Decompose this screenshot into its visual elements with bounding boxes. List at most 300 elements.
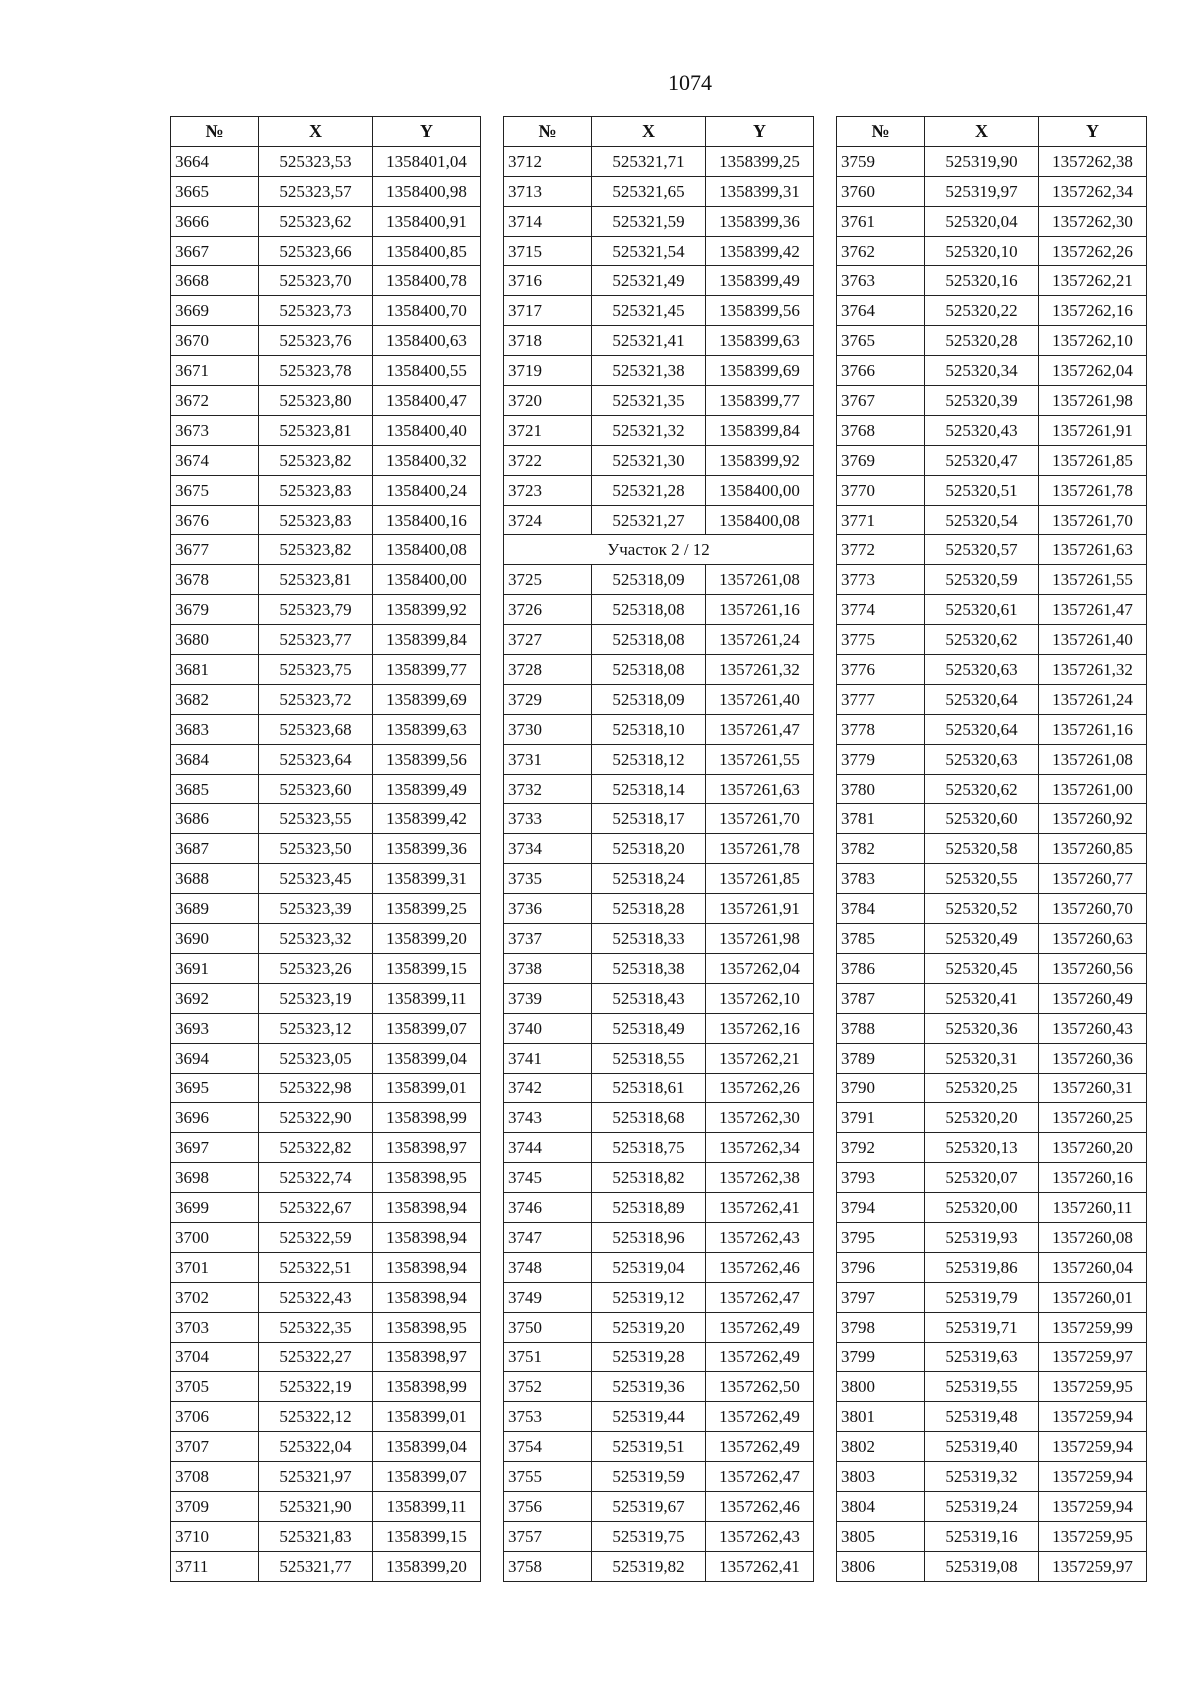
x-coordinate-cell: 525322,12 — [259, 1402, 373, 1432]
x-coordinate-cell: 525323,26 — [259, 953, 373, 983]
x-coordinate-cell: 525319,82 — [592, 1551, 706, 1581]
x-coordinate-cell: 525322,74 — [259, 1163, 373, 1193]
point-number-cell: 3670 — [171, 326, 259, 356]
point-number-cell: 3712 — [504, 146, 592, 176]
x-coordinate-cell: 525319,90 — [925, 146, 1039, 176]
y-coordinate-cell: 1358399,01 — [373, 1073, 481, 1103]
y-coordinate-cell: 1357262,30 — [706, 1103, 814, 1133]
y-coordinate-cell: 1357260,56 — [1039, 953, 1147, 983]
point-number-cell: 3673 — [171, 415, 259, 445]
table-row — [504, 924, 814, 954]
x-coordinate-cell: 525319,71 — [925, 1312, 1039, 1342]
point-number-cell: 3723 — [504, 475, 592, 505]
y-coordinate-cell: 1358399,07 — [373, 1462, 481, 1492]
point-number-cell: 3802 — [837, 1432, 925, 1462]
table-row — [837, 655, 1147, 685]
point-number-cell: 3758 — [504, 1551, 592, 1581]
table-row — [837, 1133, 1147, 1163]
point-number-cell: 3703 — [171, 1312, 259, 1342]
y-coordinate-cell: 1358400,70 — [373, 296, 481, 326]
y-coordinate-cell: 1357262,38 — [706, 1163, 814, 1193]
point-number-cell: 3761 — [837, 206, 925, 236]
x-coordinate-cell: 525321,41 — [592, 326, 706, 356]
table-row — [837, 1282, 1147, 1312]
y-coordinate-cell: 1358399,56 — [706, 296, 814, 326]
point-number-cell: 3710 — [171, 1521, 259, 1551]
point-number-cell: 3706 — [171, 1402, 259, 1432]
table-row — [504, 1282, 814, 1312]
table-header-row — [504, 117, 814, 147]
table-row — [837, 1043, 1147, 1073]
point-number-cell: 3796 — [837, 1252, 925, 1282]
point-number-cell: 3702 — [171, 1282, 259, 1312]
point-number-cell: 3778 — [837, 714, 925, 744]
table-row — [837, 326, 1147, 356]
y-coordinate-cell: 1357261,91 — [1039, 415, 1147, 445]
point-number-cell: 3756 — [504, 1491, 592, 1521]
y-coordinate-cell: 1357261,24 — [706, 625, 814, 655]
x-coordinate-cell: 525321,97 — [259, 1462, 373, 1492]
table-row — [504, 1222, 814, 1252]
point-number-cell: 3717 — [504, 296, 592, 326]
y-coordinate-cell: 1357260,85 — [1039, 834, 1147, 864]
y-coordinate-cell: 1358399,15 — [373, 953, 481, 983]
x-coordinate-cell: 525319,86 — [925, 1252, 1039, 1282]
table-row — [837, 1073, 1147, 1103]
table-row — [171, 953, 481, 983]
y-coordinate-cell: 1357260,36 — [1039, 1043, 1147, 1073]
point-number-cell: 3674 — [171, 445, 259, 475]
table-row — [504, 266, 814, 296]
x-coordinate-cell: 525318,89 — [592, 1193, 706, 1223]
x-coordinate-cell: 525321,49 — [592, 266, 706, 296]
column-header-number: № — [837, 117, 925, 147]
y-coordinate-cell: 1357262,34 — [1039, 176, 1147, 206]
table-row — [837, 1342, 1147, 1372]
point-number-cell: 3733 — [504, 804, 592, 834]
y-coordinate-cell: 1357259,94 — [1039, 1402, 1147, 1432]
x-coordinate-cell: 525323,12 — [259, 1013, 373, 1043]
point-number-cell: 3700 — [171, 1222, 259, 1252]
y-coordinate-cell: 1357262,04 — [1039, 356, 1147, 386]
y-coordinate-cell: 1357261,24 — [1039, 684, 1147, 714]
x-coordinate-cell: 525319,20 — [592, 1312, 706, 1342]
point-number-cell: 3719 — [504, 356, 592, 386]
table-row — [171, 774, 481, 804]
y-coordinate-cell: 1358399,07 — [373, 1013, 481, 1043]
y-coordinate-cell: 1357262,04 — [706, 953, 814, 983]
table-row — [504, 475, 814, 505]
y-coordinate-cell: 1357259,94 — [1039, 1491, 1147, 1521]
column-header-x: X — [592, 117, 706, 147]
table-row — [504, 206, 814, 236]
table-row — [171, 1462, 481, 1492]
y-coordinate-cell: 1357262,10 — [706, 983, 814, 1013]
x-coordinate-cell: 525323,83 — [259, 475, 373, 505]
table-row — [171, 864, 481, 894]
point-number-cell: 3755 — [504, 1462, 592, 1492]
column-header-number: № — [171, 117, 259, 147]
table-row — [504, 655, 814, 685]
y-coordinate-cell: 1357262,50 — [706, 1372, 814, 1402]
x-coordinate-cell: 525321,45 — [592, 296, 706, 326]
x-coordinate-cell: 525323,82 — [259, 445, 373, 475]
point-number-cell: 3764 — [837, 296, 925, 326]
table-row — [837, 386, 1147, 416]
x-coordinate-cell: 525319,93 — [925, 1222, 1039, 1252]
table-row — [171, 445, 481, 475]
table-row — [504, 415, 814, 445]
y-coordinate-cell: 1358399,42 — [706, 236, 814, 266]
y-coordinate-cell: 1358399,01 — [373, 1402, 481, 1432]
x-coordinate-cell: 525320,31 — [925, 1043, 1039, 1073]
column-header-y: Y — [373, 117, 481, 147]
table-row — [837, 894, 1147, 924]
table-row — [837, 684, 1147, 714]
y-coordinate-cell: 1358401,04 — [373, 146, 481, 176]
column-header-number: № — [504, 117, 592, 147]
x-coordinate-cell: 525318,09 — [592, 565, 706, 595]
point-number-cell: 3726 — [504, 595, 592, 625]
page-number: 1074 — [668, 70, 712, 95]
x-coordinate-cell: 525319,40 — [925, 1432, 1039, 1462]
table-row — [171, 924, 481, 954]
point-number-cell: 3748 — [504, 1252, 592, 1282]
y-coordinate-cell: 1357260,63 — [1039, 924, 1147, 954]
table-row — [837, 804, 1147, 834]
table-row — [171, 1372, 481, 1402]
x-coordinate-cell: 525318,55 — [592, 1043, 706, 1073]
point-number-cell: 3800 — [837, 1372, 925, 1402]
point-number-cell: 3741 — [504, 1043, 592, 1073]
table-row — [504, 834, 814, 864]
y-coordinate-cell: 1358399,25 — [706, 146, 814, 176]
table-row — [171, 894, 481, 924]
x-coordinate-cell: 525320,20 — [925, 1103, 1039, 1133]
y-coordinate-cell: 1358400,63 — [373, 326, 481, 356]
y-coordinate-cell: 1357261,85 — [706, 864, 814, 894]
x-coordinate-cell: 525323,83 — [259, 505, 373, 535]
x-coordinate-cell: 525321,59 — [592, 206, 706, 236]
table-row — [837, 206, 1147, 236]
table-row — [837, 744, 1147, 774]
x-coordinate-cell: 525321,27 — [592, 505, 706, 535]
table-row — [837, 774, 1147, 804]
point-number-cell: 3797 — [837, 1282, 925, 1312]
y-coordinate-cell: 1358400,98 — [373, 176, 481, 206]
table-row — [837, 176, 1147, 206]
y-coordinate-cell: 1357261,08 — [1039, 744, 1147, 774]
x-coordinate-cell: 525318,12 — [592, 744, 706, 774]
y-coordinate-cell: 1358399,92 — [373, 595, 481, 625]
y-coordinate-cell: 1357260,11 — [1039, 1193, 1147, 1223]
table-row — [837, 505, 1147, 535]
y-coordinate-cell: 1357261,47 — [1039, 595, 1147, 625]
x-coordinate-cell: 525320,10 — [925, 236, 1039, 266]
y-coordinate-cell: 1357261,70 — [1039, 505, 1147, 535]
point-number-cell: 3753 — [504, 1402, 592, 1432]
table-row — [837, 1462, 1147, 1492]
y-coordinate-cell: 1357261,40 — [706, 684, 814, 714]
y-coordinate-cell: 1357260,20 — [1039, 1133, 1147, 1163]
table-row — [837, 1163, 1147, 1193]
x-coordinate-cell: 525318,33 — [592, 924, 706, 954]
x-coordinate-cell: 525318,68 — [592, 1103, 706, 1133]
point-number-cell: 3754 — [504, 1432, 592, 1462]
table-row — [171, 475, 481, 505]
y-coordinate-cell: 1358399,11 — [373, 1491, 481, 1521]
table-row — [171, 684, 481, 714]
y-coordinate-cell: 1358400,00 — [373, 565, 481, 595]
y-coordinate-cell: 1358398,94 — [373, 1193, 481, 1223]
table-header-row — [837, 117, 1147, 147]
table-row — [171, 595, 481, 625]
point-number-cell: 3793 — [837, 1163, 925, 1193]
table-row — [504, 386, 814, 416]
y-coordinate-cell: 1357262,49 — [706, 1342, 814, 1372]
table-row — [504, 1402, 814, 1432]
point-number-cell: 3750 — [504, 1312, 592, 1342]
x-coordinate-cell: 525319,04 — [592, 1252, 706, 1282]
x-coordinate-cell: 525318,96 — [592, 1222, 706, 1252]
table-row — [171, 1282, 481, 1312]
x-coordinate-cell: 525320,13 — [925, 1133, 1039, 1163]
table-row — [504, 146, 814, 176]
table-row — [504, 1312, 814, 1342]
table-row — [504, 1252, 814, 1282]
x-coordinate-cell: 525320,52 — [925, 894, 1039, 924]
point-number-cell: 3791 — [837, 1103, 925, 1133]
table-row — [171, 983, 481, 1013]
table-row — [504, 1133, 814, 1163]
table-row — [837, 1222, 1147, 1252]
table-row — [171, 415, 481, 445]
y-coordinate-cell: 1357259,94 — [1039, 1462, 1147, 1492]
point-number-cell: 3792 — [837, 1133, 925, 1163]
coordinates-table-left — [170, 116, 481, 1582]
x-coordinate-cell: 525320,61 — [925, 595, 1039, 625]
table-row — [504, 953, 814, 983]
x-coordinate-cell: 525319,51 — [592, 1432, 706, 1462]
point-number-cell: 3766 — [837, 356, 925, 386]
x-coordinate-cell: 525322,27 — [259, 1342, 373, 1372]
x-coordinate-cell: 525322,67 — [259, 1193, 373, 1223]
point-number-cell: 3734 — [504, 834, 592, 864]
y-coordinate-cell: 1358400,08 — [373, 535, 481, 565]
y-coordinate-cell: 1358398,99 — [373, 1103, 481, 1133]
table-row — [504, 595, 814, 625]
x-coordinate-cell: 525323,62 — [259, 206, 373, 236]
x-coordinate-cell: 525320,60 — [925, 804, 1039, 834]
table-row — [171, 1133, 481, 1163]
x-coordinate-cell: 525320,49 — [925, 924, 1039, 954]
x-coordinate-cell: 525319,59 — [592, 1462, 706, 1492]
point-number-cell: 3785 — [837, 924, 925, 954]
y-coordinate-cell: 1358398,97 — [373, 1133, 481, 1163]
table-row — [171, 266, 481, 296]
point-number-cell: 3731 — [504, 744, 592, 774]
table-row — [837, 415, 1147, 445]
point-number-cell: 3772 — [837, 535, 925, 565]
x-coordinate-cell: 525318,10 — [592, 714, 706, 744]
point-number-cell: 3762 — [837, 236, 925, 266]
point-number-cell: 3713 — [504, 176, 592, 206]
point-number-cell: 3752 — [504, 1372, 592, 1402]
table-row — [171, 1491, 481, 1521]
table-row — [504, 1103, 814, 1133]
x-coordinate-cell: 525319,63 — [925, 1342, 1039, 1372]
y-coordinate-cell: 1358399,69 — [706, 356, 814, 386]
table-row — [504, 445, 814, 475]
x-coordinate-cell: 525321,54 — [592, 236, 706, 266]
point-number-cell: 3787 — [837, 983, 925, 1013]
table-row — [504, 864, 814, 894]
x-coordinate-cell: 525320,64 — [925, 684, 1039, 714]
point-number-cell: 3804 — [837, 1491, 925, 1521]
point-number-cell: 3790 — [837, 1073, 925, 1103]
y-coordinate-cell: 1357262,38 — [1039, 146, 1147, 176]
x-coordinate-cell: 525320,54 — [925, 505, 1039, 535]
point-number-cell: 3675 — [171, 475, 259, 505]
x-coordinate-cell: 525318,08 — [592, 655, 706, 685]
y-coordinate-cell: 1357260,16 — [1039, 1163, 1147, 1193]
point-number-cell: 3801 — [837, 1402, 925, 1432]
point-number-cell: 3727 — [504, 625, 592, 655]
x-coordinate-cell: 525319,08 — [925, 1551, 1039, 1581]
y-coordinate-cell: 1358400,08 — [706, 505, 814, 535]
y-coordinate-cell: 1357260,77 — [1039, 864, 1147, 894]
point-number-cell: 3708 — [171, 1462, 259, 1492]
point-number-cell: 3732 — [504, 774, 592, 804]
table-row — [171, 1013, 481, 1043]
table-row — [837, 1432, 1147, 1462]
point-number-cell: 3806 — [837, 1551, 925, 1581]
table-row — [171, 1073, 481, 1103]
point-number-cell: 3794 — [837, 1193, 925, 1223]
point-number-cell: 3745 — [504, 1163, 592, 1193]
point-number-cell: 3724 — [504, 505, 592, 535]
y-coordinate-cell: 1357261,08 — [706, 565, 814, 595]
y-coordinate-cell: 1357261,78 — [1039, 475, 1147, 505]
table-row — [837, 445, 1147, 475]
point-number-cell: 3757 — [504, 1521, 592, 1551]
y-coordinate-cell: 1357260,01 — [1039, 1282, 1147, 1312]
table-row — [837, 1193, 1147, 1223]
x-coordinate-cell: 525318,08 — [592, 625, 706, 655]
table-row — [837, 1013, 1147, 1043]
point-number-cell: 3698 — [171, 1163, 259, 1193]
y-coordinate-cell: 1358399,92 — [706, 445, 814, 475]
table-row — [504, 714, 814, 744]
x-coordinate-cell: 525321,32 — [592, 415, 706, 445]
table-row — [171, 1402, 481, 1432]
x-coordinate-cell: 525321,30 — [592, 445, 706, 475]
x-coordinate-cell: 525323,80 — [259, 386, 373, 416]
y-coordinate-cell: 1358399,15 — [373, 1521, 481, 1551]
y-coordinate-cell: 1357262,16 — [706, 1013, 814, 1043]
table-row — [504, 176, 814, 206]
x-coordinate-cell: 525322,04 — [259, 1432, 373, 1462]
x-coordinate-cell: 525320,59 — [925, 565, 1039, 595]
table-row — [837, 1252, 1147, 1282]
table-row — [837, 475, 1147, 505]
y-coordinate-cell: 1357259,99 — [1039, 1312, 1147, 1342]
table-row — [171, 834, 481, 864]
section-row — [504, 535, 814, 565]
point-number-cell: 3773 — [837, 565, 925, 595]
table-row — [504, 744, 814, 774]
table-row — [171, 236, 481, 266]
x-coordinate-cell: 525320,51 — [925, 475, 1039, 505]
table-row — [504, 505, 814, 535]
point-number-cell: 3769 — [837, 445, 925, 475]
point-number-cell: 3788 — [837, 1013, 925, 1043]
table-row — [171, 1252, 481, 1282]
point-number-cell: 3680 — [171, 625, 259, 655]
x-coordinate-cell: 525320,63 — [925, 744, 1039, 774]
coordinates-table-right — [836, 116, 1147, 1582]
x-coordinate-cell: 525322,82 — [259, 1133, 373, 1163]
point-number-cell: 3747 — [504, 1222, 592, 1252]
x-coordinate-cell: 525321,35 — [592, 386, 706, 416]
point-number-cell: 3704 — [171, 1342, 259, 1372]
y-coordinate-cell: 1357260,43 — [1039, 1013, 1147, 1043]
point-number-cell: 3767 — [837, 386, 925, 416]
point-number-cell: 3746 — [504, 1193, 592, 1223]
point-number-cell: 3798 — [837, 1312, 925, 1342]
point-number-cell: 3709 — [171, 1491, 259, 1521]
section-label: Участок 2 / 12 — [504, 535, 814, 565]
y-coordinate-cell: 1358399,77 — [373, 655, 481, 685]
point-number-cell: 3759 — [837, 146, 925, 176]
table-row — [504, 296, 814, 326]
table-row — [837, 356, 1147, 386]
point-number-cell: 3664 — [171, 146, 259, 176]
point-number-cell: 3707 — [171, 1432, 259, 1462]
point-number-cell: 3784 — [837, 894, 925, 924]
y-coordinate-cell: 1357260,92 — [1039, 804, 1147, 834]
point-number-cell: 3744 — [504, 1133, 592, 1163]
y-coordinate-cell: 1358399,42 — [373, 804, 481, 834]
x-coordinate-cell: 525323,73 — [259, 296, 373, 326]
table-row — [504, 326, 814, 356]
table-row — [171, 296, 481, 326]
table-row — [837, 1312, 1147, 1342]
x-coordinate-cell: 525323,72 — [259, 684, 373, 714]
x-coordinate-cell: 525323,81 — [259, 565, 373, 595]
y-coordinate-cell: 1357261,98 — [1039, 386, 1147, 416]
y-coordinate-cell: 1357261,85 — [1039, 445, 1147, 475]
x-coordinate-cell: 525320,34 — [925, 356, 1039, 386]
y-coordinate-cell: 1358398,94 — [373, 1222, 481, 1252]
y-coordinate-cell: 1357262,49 — [706, 1312, 814, 1342]
point-number-cell: 3711 — [171, 1551, 259, 1581]
x-coordinate-cell: 525322,98 — [259, 1073, 373, 1103]
x-coordinate-cell: 525323,32 — [259, 924, 373, 954]
y-coordinate-cell: 1358399,31 — [373, 864, 481, 894]
point-number-cell: 3688 — [171, 864, 259, 894]
x-coordinate-cell: 525320,62 — [925, 625, 1039, 655]
point-number-cell: 3685 — [171, 774, 259, 804]
table-row — [171, 625, 481, 655]
point-number-cell: 3782 — [837, 834, 925, 864]
y-coordinate-cell: 1357260,04 — [1039, 1252, 1147, 1282]
x-coordinate-cell: 525320,47 — [925, 445, 1039, 475]
x-coordinate-cell: 525323,78 — [259, 356, 373, 386]
point-number-cell: 3751 — [504, 1342, 592, 1372]
point-number-cell: 3770 — [837, 475, 925, 505]
y-coordinate-cell: 1357261,70 — [706, 804, 814, 834]
